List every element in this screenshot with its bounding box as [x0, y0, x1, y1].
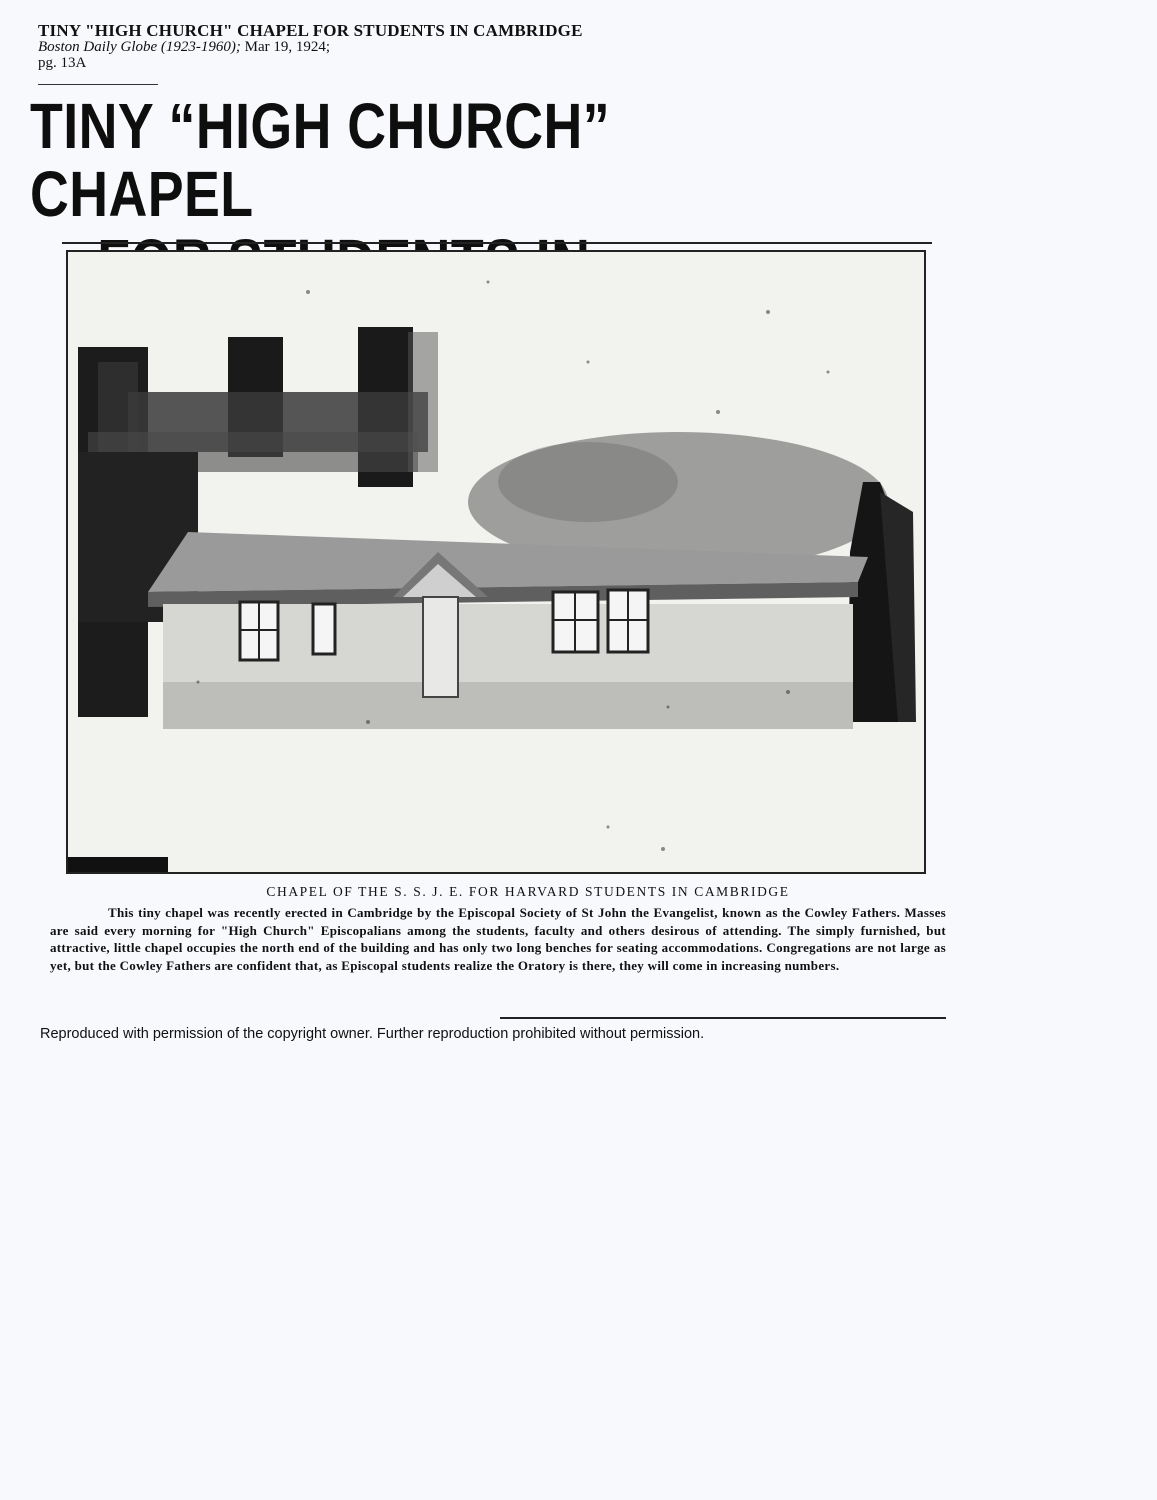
citation-source: [38, 40, 583, 56]
headline-line-1: TINY “HIGH CHURCH” CHAPEL: [30, 90, 611, 230]
chapel-photo-illustration: [68, 252, 924, 872]
article-body: This tiny chapel was recently erected in Cambridge by the Episcopal Society of St John the Evangelist, known as the Cowley Fathers. Masses are said every morning for "High Church" Episcopalians among the students, faculty and others desirous of attending. The simply furnished, but attractive, little chapel occupies the north end of the building and has only two long benches for seating accommodations. Congregations are not large as yet, but the Cowley Fathers are confident that, as Episcopal students realize the Oratory is there, they will come in increasing numbers.: [50, 905, 946, 973]
citation-source-name: Boston Daily Globe (1923-1960);: [38, 38, 241, 55]
citation-title: TINY "HIGH CHURCH" CHAPEL FOR STUDENTS IN CAMBRIDGE: [38, 21, 583, 40]
article-end-rule: [500, 1017, 946, 1019]
headline-rule: [62, 242, 932, 244]
citation-page: pg. 13A: [38, 54, 87, 71]
citation-divider: [38, 84, 158, 85]
citation-block: [38, 22, 583, 71]
citation-date: Mar 19, 1924;: [240, 38, 331, 55]
chapel-photograph: [66, 250, 926, 874]
permission-notice: Reproduced with permission of the copyright owner. Further reproduction prohibited without permission.: [40, 1026, 705, 1042]
photo-caption-heading: CHAPEL OF THE S. S. J. E. FOR HARVARD STUDENTS IN CAMBRIDGE: [266, 884, 790, 899]
photo-caption-block: [50, 884, 946, 974]
